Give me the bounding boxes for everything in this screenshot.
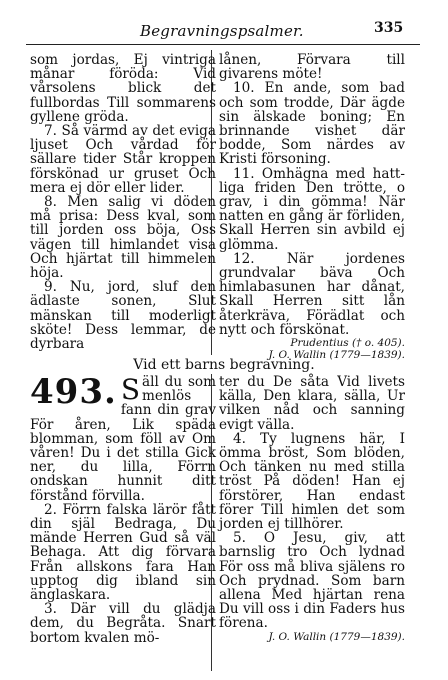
stanza-8: 8. Men salig vi döden må prisa: Dess kval, som till jorden oss böja, Oss vägen till himlandet visa Och hjärtat till himmelen höja. xyxy=(30,194,216,282)
stanza-text: som jordas, Ej vintriga månar föröda: Vid vårsolens blick det fullbordas Till sommarens gyllene gröda. xyxy=(30,52,216,125)
upper-left-column xyxy=(30,53,216,351)
stanza-2: 2. Förrn falska lärör fått din själ Bedraga, Du mände Herren Gud så väl Behaga. Att dig förvara Från allskons fara Han upptog dig ibland sin änglaskara. xyxy=(30,501,216,604)
hymn-493-right-column xyxy=(219,375,405,643)
running-title: Begravningspsalmer. xyxy=(140,22,304,40)
attribution-wallin-lower: J. O. Wallin (1779—1839). xyxy=(268,630,405,643)
section-heading: Vid ett barns begravning. xyxy=(133,357,315,373)
page-header xyxy=(0,22,448,44)
hymn-493-left-column xyxy=(30,372,216,646)
hymn-number: 493. xyxy=(30,372,117,412)
stanza-10: 10. En ande, som bad och som trodde, Där ägde sin älskade boning; En brinnande vishet där bodde, Som närdes av Kristi försoning. xyxy=(219,80,405,168)
stanza-text: lånen, Förvara till givarens möte! xyxy=(219,52,405,83)
stanza-4: 4. Ty lugnens här, I ömma bröst, Som blöden, Och tänken nu med stilla tröst På döden! Han ej förstörer, Han endast förer Till himlen det som jorden ej tillhörer. xyxy=(219,430,405,533)
stanza-7: 7. Så värmd av det eviga ljuset Och vårdad för sällare tider Står kroppen förskönad ur gruset Och mera ej dör eller lider. xyxy=(30,123,216,196)
stanza-3: 3. Där vill du glädja dem, du Begråta. Snart bortom kvalen mö- xyxy=(30,601,216,646)
header-rule xyxy=(26,44,420,45)
attribution-prudentius: Prudentius († o. 405). xyxy=(290,337,405,350)
attribution-wallin-upper: J. O. Wallin (1779—1839). xyxy=(268,349,405,362)
upper-right-column xyxy=(219,53,405,361)
stanza-12: 12. När jordenes grundvalar bäva Och himlabasunen har dånat, Skall Herren sitt lån återkräva, Förädlat och nytt och förskönat. xyxy=(219,250,405,338)
stanza-1: äll du som menlös fann din grav För åren, Lik späda blomman, som föll av Om våren! Du i det stilla Gick ner, du lilla, Förrn ondskan hunnit ditt förstånd förvilla. xyxy=(30,374,216,504)
stanza-text: ter du De såta Vid livets källa, Den klara, sälla, Ur vilken nåd och sanning evigt välla. xyxy=(219,374,405,433)
stanza-5: 5. O Jesu, giv, att barnslig tro Och lydnad För oss må bliva själens ro Och prydnad. Som barn allena Med hjärtan rena Du vill oss i din Faders hus förena. xyxy=(219,530,405,632)
drop-cap: S xyxy=(120,373,140,406)
stanza-11: 11. Omhägna med hatt-liga friden Den trötte, o grav, i din gömma! När natten en gång är förliden, Skall Herren sin avbild ej glömma. xyxy=(219,165,405,253)
page-number: 335 xyxy=(374,20,404,36)
stanza-9: 9. Nu, jord, sluf den ädlaste sonen, Slut mänskan till moderligt sköte! Dess lemmar, de dyrbara xyxy=(30,279,216,353)
